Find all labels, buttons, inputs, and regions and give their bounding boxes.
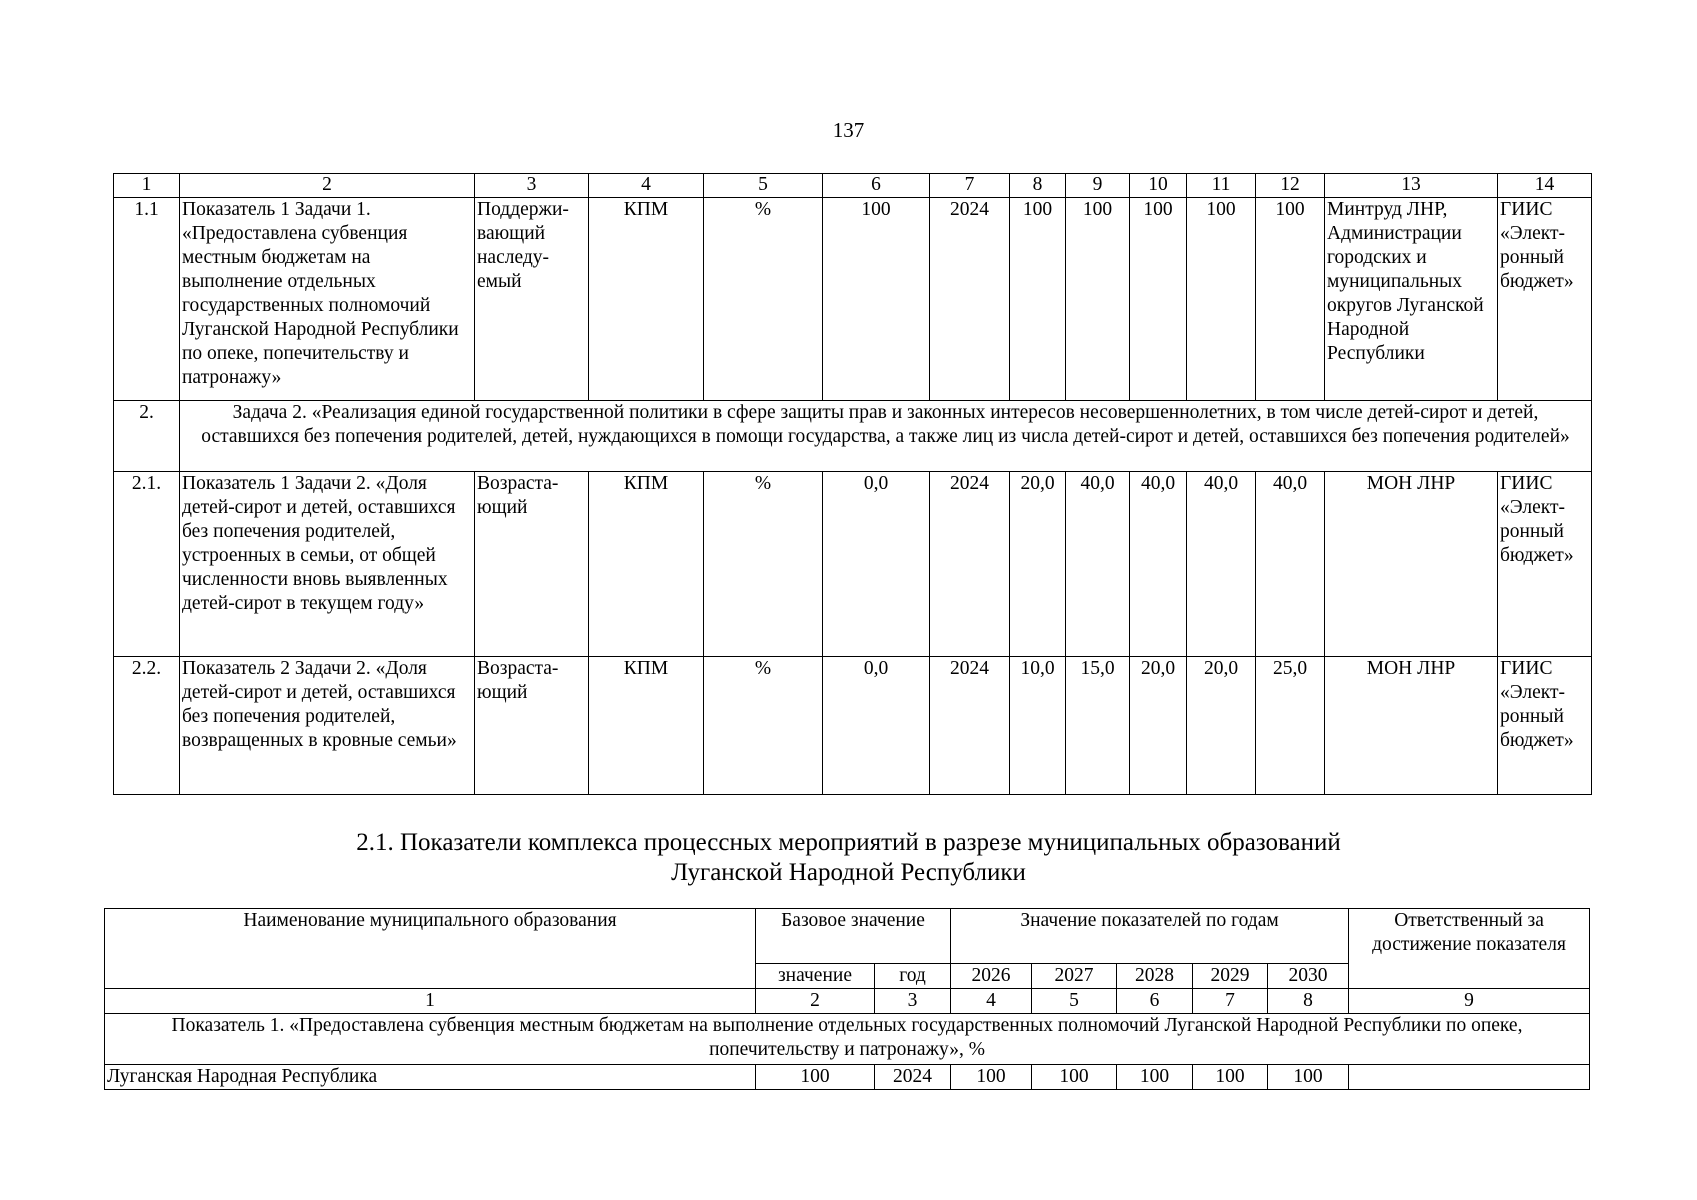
- municipality-name: Луганская Народная Республика: [105, 1065, 756, 1090]
- column-number: 3: [875, 989, 951, 1014]
- value-2029: 40,0: [1187, 472, 1256, 657]
- indicator-level: КПМ: [589, 198, 704, 401]
- year-header: 2027: [1032, 964, 1117, 989]
- base-year: 2024: [875, 1065, 951, 1090]
- subheader-year: год: [875, 964, 951, 989]
- subheader-value: значение: [756, 964, 875, 989]
- column-number: 5: [1032, 989, 1117, 1014]
- info-system: ГИИС «Элект-ронный бюджет»: [1498, 657, 1592, 795]
- task-text: Задача 2. «Реализация единой государственной политики в сфере защиты прав и законных интересов несовершеннолетних, в том числе детей-сирот и детей, оставшихся без попечения родителей, детей, нуждающихся в помощи государства, а также лиц из числа детей-сирот и детей, оставшихся без попечения родителей»: [180, 401, 1592, 472]
- column-number: 2: [180, 174, 475, 198]
- unit: %: [704, 198, 823, 401]
- column-number: 9: [1349, 989, 1590, 1014]
- year-header: 2028: [1117, 964, 1193, 989]
- info-system: ГИИС «Элект-ронный бюджет»: [1498, 198, 1592, 401]
- header-municipality: Наименование муниципального образования: [105, 909, 756, 989]
- column-number: 14: [1498, 174, 1592, 198]
- value-2028: 100: [1130, 198, 1187, 401]
- column-number: 1: [114, 174, 180, 198]
- year-header: 2029: [1193, 964, 1268, 989]
- value-2026: 20,0: [1010, 472, 1066, 657]
- column-number: 2: [756, 989, 875, 1014]
- value-2030: 100: [1268, 1065, 1349, 1090]
- value-2027: 100: [1032, 1065, 1117, 1090]
- header-base: Базовое значение: [756, 909, 951, 964]
- value-2027: 40,0: [1066, 472, 1130, 657]
- value-2030: 100: [1256, 198, 1325, 401]
- base-value: 100: [756, 1065, 875, 1090]
- unit: %: [704, 657, 823, 795]
- table-row: [114, 657, 1592, 795]
- column-number: 8: [1010, 174, 1066, 198]
- year-header: 2030: [1268, 964, 1349, 989]
- column-numbers-row: [105, 989, 1590, 1014]
- responsible: Минтруд ЛНР, Администрации городских и муниципальных округов Луганской Народной Республики: [1325, 198, 1498, 401]
- base-year: 2024: [930, 472, 1010, 657]
- indicator-level: КПМ: [589, 472, 704, 657]
- header-responsible: Ответственный за достижение показателя: [1349, 909, 1590, 989]
- value-2026: 100: [1010, 198, 1066, 401]
- municipal-indicators-table: [104, 908, 1590, 1090]
- indicator-trend: Возраста-ющий: [475, 472, 589, 657]
- value-2028: 100: [1117, 1065, 1193, 1090]
- column-number: 3: [475, 174, 589, 198]
- value-2027: 100: [1066, 198, 1130, 401]
- task-number: 2.: [114, 401, 180, 472]
- column-number: 12: [1256, 174, 1325, 198]
- value-2026: 100: [951, 1065, 1032, 1090]
- value-2027: 15,0: [1066, 657, 1130, 795]
- column-number: 10: [1130, 174, 1187, 198]
- column-number: 9: [1066, 174, 1130, 198]
- column-number: 5: [704, 174, 823, 198]
- column-number: 6: [1117, 989, 1193, 1014]
- responsible: МОН ЛНР: [1325, 657, 1498, 795]
- unit: %: [704, 472, 823, 657]
- value-2030: 25,0: [1256, 657, 1325, 795]
- value-2028: 20,0: [1130, 657, 1187, 795]
- indicator-trend: Возраста-ющий: [475, 657, 589, 795]
- section-title: [0, 828, 1697, 888]
- base-value: 0,0: [823, 657, 930, 795]
- row-number: 2.1.: [114, 472, 180, 657]
- value-2029: 20,0: [1187, 657, 1256, 795]
- column-number: 8: [1268, 989, 1349, 1014]
- responsible: [1349, 1065, 1590, 1090]
- base-year: 2024: [930, 198, 1010, 401]
- column-number: 4: [951, 989, 1032, 1014]
- section-title-line: Луганской Народной Республики: [671, 859, 1026, 886]
- table-row: [114, 198, 1592, 401]
- indicator-name: Показатель 1 Задачи 1. «Предоставлена субвенция местным бюджетам на выполнение отдельных государственных полномочий Луганской Народной Республики по опеке, попечительству и патронажу»: [180, 198, 475, 401]
- task-row: [114, 401, 1592, 472]
- section-title-line: 2.1. Показатели комплекса процессных мероприятий в разрезе муниципальных образований: [356, 829, 1341, 856]
- base-value: 0,0: [823, 472, 930, 657]
- year-header: 2026: [951, 964, 1032, 989]
- column-number: 7: [930, 174, 1010, 198]
- value-2029: 100: [1193, 1065, 1268, 1090]
- column-number: 13: [1325, 174, 1498, 198]
- row-number: 2.2.: [114, 657, 180, 795]
- table-row: [114, 472, 1592, 657]
- indicators-table: [113, 173, 1592, 795]
- base-year: 2024: [930, 657, 1010, 795]
- indicator-row: [105, 1014, 1590, 1065]
- column-number: 6: [823, 174, 930, 198]
- value-2026: 10,0: [1010, 657, 1066, 795]
- column-number: 7: [1193, 989, 1268, 1014]
- value-2029: 100: [1187, 198, 1256, 401]
- value-2030: 40,0: [1256, 472, 1325, 657]
- table-row: [105, 1065, 1590, 1090]
- indicator-name: Показатель 1 Задачи 2. «Доля детей-сирот и детей, оставшихся без попечения родителей, устроенных в семьи, от общей численности вновь выявленных детей-сирот в текущем году»: [180, 472, 475, 657]
- indicator-name: Показатель 2 Задачи 2. «Доля детей-сирот и детей, оставшихся без попечения родителей, возвращенных в кровные семьи»: [180, 657, 475, 795]
- row-number: 1.1: [114, 198, 180, 401]
- base-value: 100: [823, 198, 930, 401]
- info-system: ГИИС «Элект-ронный бюджет»: [1498, 472, 1592, 657]
- value-2028: 40,0: [1130, 472, 1187, 657]
- column-number: 1: [105, 989, 756, 1014]
- header-values-by-year: Значение показателей по годам: [951, 909, 1349, 964]
- indicator-trend: Поддержи-вающий наследу-емый: [475, 198, 589, 401]
- table-header-row: [105, 909, 1590, 964]
- indicator-title: Показатель 1. «Предоставлена субвенция местным бюджетам на выполнение отдельных государственных полномочий Луганской Народной Республики по опеке, попечительству и патронажу», %: [105, 1014, 1590, 1065]
- column-number: 11: [1187, 174, 1256, 198]
- indicator-level: КПМ: [589, 657, 704, 795]
- column-number: 4: [589, 174, 704, 198]
- table-header-row: [114, 174, 1592, 198]
- page-number: 137: [832, 118, 865, 142]
- responsible: МОН ЛНР: [1325, 472, 1498, 657]
